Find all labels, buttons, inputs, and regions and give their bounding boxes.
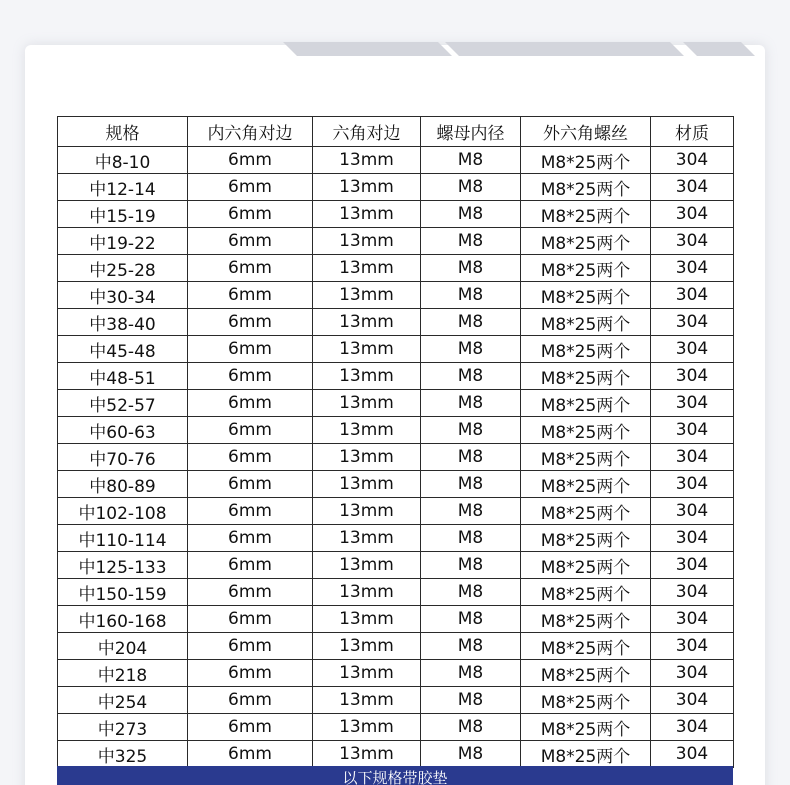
cell-spec: 中325 — [58, 741, 188, 768]
cell-hex: 13mm — [313, 606, 421, 633]
cell-spec: 中48-51 — [58, 363, 188, 390]
cell-spec: 中204 — [58, 633, 188, 660]
cell-material: 304 — [651, 147, 734, 174]
cell-inner-hex: 6mm — [188, 471, 313, 498]
cell-material: 304 — [651, 552, 734, 579]
cell-inner-hex: 6mm — [188, 201, 313, 228]
footer-banner: 以下规格带胶垫 — [57, 766, 733, 785]
cell-material: 304 — [651, 255, 734, 282]
table-row — [58, 201, 734, 228]
cell-inner-hex: 6mm — [188, 525, 313, 552]
cell-inner-hex: 6mm — [188, 309, 313, 336]
cell-material: 304 — [651, 444, 734, 471]
cell-material: 304 — [651, 498, 734, 525]
cell-hex: 13mm — [313, 174, 421, 201]
cell-material: 304 — [651, 228, 734, 255]
cell-spec: 中254 — [58, 687, 188, 714]
table-row — [58, 741, 734, 768]
table-header-row — [58, 117, 734, 147]
cell-hex: 13mm — [313, 309, 421, 336]
cell-bolt: M8*25两个 — [521, 282, 651, 309]
table-row — [58, 147, 734, 174]
cell-hex: 13mm — [313, 714, 421, 741]
table-row — [58, 417, 734, 444]
cell-spec: 中80-89 — [58, 471, 188, 498]
cell-material: 304 — [651, 417, 734, 444]
cell-hex: 13mm — [313, 741, 421, 768]
table-body — [58, 147, 734, 768]
cell-nut-diameter: M8 — [421, 687, 521, 714]
column-header-inner-hex: 内六角对边 — [188, 117, 313, 147]
cell-bolt: M8*25两个 — [521, 552, 651, 579]
cell-inner-hex: 6mm — [188, 228, 313, 255]
cell-nut-diameter: M8 — [421, 741, 521, 768]
cell-bolt: M8*25两个 — [521, 606, 651, 633]
cell-inner-hex: 6mm — [188, 255, 313, 282]
cell-inner-hex: 6mm — [188, 390, 313, 417]
cell-bolt: M8*25两个 — [521, 309, 651, 336]
cell-bolt: M8*25两个 — [521, 633, 651, 660]
cell-hex: 13mm — [313, 498, 421, 525]
cell-spec: 中8-10 — [58, 147, 188, 174]
cell-nut-diameter: M8 — [421, 633, 521, 660]
cell-hex: 13mm — [313, 471, 421, 498]
cell-hex: 13mm — [313, 147, 421, 174]
cell-spec: 中102-108 — [58, 498, 188, 525]
cell-hex: 13mm — [313, 201, 421, 228]
cell-material: 304 — [651, 363, 734, 390]
table-row — [58, 525, 734, 552]
cell-nut-diameter: M8 — [421, 498, 521, 525]
cell-spec: 中218 — [58, 660, 188, 687]
cell-material: 304 — [651, 471, 734, 498]
cell-inner-hex: 6mm — [188, 174, 313, 201]
cell-nut-diameter: M8 — [421, 255, 521, 282]
cell-material: 304 — [651, 660, 734, 687]
cell-nut-diameter: M8 — [421, 525, 521, 552]
cell-bolt: M8*25两个 — [521, 363, 651, 390]
table-row — [58, 579, 734, 606]
cell-inner-hex: 6mm — [188, 444, 313, 471]
cell-material: 304 — [651, 525, 734, 552]
cell-nut-diameter: M8 — [421, 552, 521, 579]
cell-bolt: M8*25两个 — [521, 201, 651, 228]
table-row — [58, 471, 734, 498]
cell-hex: 13mm — [313, 417, 421, 444]
cell-bolt: M8*25两个 — [521, 228, 651, 255]
cell-hex: 13mm — [313, 552, 421, 579]
column-header-nut-diameter: 螺母内径 — [421, 117, 521, 147]
cell-nut-diameter: M8 — [421, 147, 521, 174]
table-row — [58, 282, 734, 309]
table-row — [58, 660, 734, 687]
cell-nut-diameter: M8 — [421, 606, 521, 633]
cell-bolt: M8*25两个 — [521, 255, 651, 282]
cell-inner-hex: 6mm — [188, 633, 313, 660]
cell-spec: 中15-19 — [58, 201, 188, 228]
cell-inner-hex: 6mm — [188, 147, 313, 174]
cell-inner-hex: 6mm — [188, 336, 313, 363]
cell-material: 304 — [651, 201, 734, 228]
cell-hex: 13mm — [313, 363, 421, 390]
cell-bolt: M8*25两个 — [521, 390, 651, 417]
table-row — [58, 336, 734, 363]
cell-bolt: M8*25两个 — [521, 660, 651, 687]
cell-spec: 中150-159 — [58, 579, 188, 606]
cell-hex: 13mm — [313, 687, 421, 714]
cell-nut-diameter: M8 — [421, 471, 521, 498]
cell-bolt: M8*25两个 — [521, 498, 651, 525]
cell-material: 304 — [651, 579, 734, 606]
cell-bolt: M8*25两个 — [521, 417, 651, 444]
cell-inner-hex: 6mm — [188, 552, 313, 579]
cell-hex: 13mm — [313, 579, 421, 606]
cell-material: 304 — [651, 633, 734, 660]
cell-nut-diameter: M8 — [421, 174, 521, 201]
table-row — [58, 606, 734, 633]
cell-material: 304 — [651, 282, 734, 309]
cell-nut-diameter: M8 — [421, 417, 521, 444]
cell-material: 304 — [651, 741, 734, 768]
table-row — [58, 714, 734, 741]
cell-spec: 中19-22 — [58, 228, 188, 255]
cell-inner-hex: 6mm — [188, 282, 313, 309]
cell-inner-hex: 6mm — [188, 606, 313, 633]
cell-bolt: M8*25两个 — [521, 741, 651, 768]
cell-bolt: M8*25两个 — [521, 147, 651, 174]
cell-hex: 13mm — [313, 255, 421, 282]
cell-material: 304 — [651, 714, 734, 741]
cell-nut-diameter: M8 — [421, 579, 521, 606]
cell-inner-hex: 6mm — [188, 579, 313, 606]
cell-hex: 13mm — [313, 525, 421, 552]
cell-hex: 13mm — [313, 390, 421, 417]
cell-inner-hex: 6mm — [188, 363, 313, 390]
cell-inner-hex: 6mm — [188, 741, 313, 768]
column-header-spec: 规格 — [58, 117, 188, 147]
cell-hex: 13mm — [313, 336, 421, 363]
cell-material: 304 — [651, 687, 734, 714]
cell-spec: 中30-34 — [58, 282, 188, 309]
spec-table — [57, 116, 734, 768]
column-header-material: 材质 — [651, 117, 734, 147]
cell-spec: 中273 — [58, 714, 188, 741]
decor-stripe — [283, 42, 452, 56]
cell-bolt: M8*25两个 — [521, 174, 651, 201]
cell-hex: 13mm — [313, 444, 421, 471]
table-row — [58, 255, 734, 282]
cell-bolt: M8*25两个 — [521, 714, 651, 741]
cell-hex: 13mm — [313, 282, 421, 309]
cell-spec: 中25-28 — [58, 255, 188, 282]
cell-material: 304 — [651, 390, 734, 417]
cell-nut-diameter: M8 — [421, 390, 521, 417]
cell-nut-diameter: M8 — [421, 444, 521, 471]
table-row — [58, 687, 734, 714]
cell-nut-diameter: M8 — [421, 714, 521, 741]
cell-bolt: M8*25两个 — [521, 525, 651, 552]
cell-bolt: M8*25两个 — [521, 336, 651, 363]
cell-hex: 13mm — [313, 228, 421, 255]
table-row — [58, 633, 734, 660]
cell-material: 304 — [651, 174, 734, 201]
cell-material: 304 — [651, 336, 734, 363]
cell-spec: 中12-14 — [58, 174, 188, 201]
cell-nut-diameter: M8 — [421, 363, 521, 390]
cell-nut-diameter: M8 — [421, 660, 521, 687]
cell-material: 304 — [651, 606, 734, 633]
cell-spec: 中60-63 — [58, 417, 188, 444]
cell-inner-hex: 6mm — [188, 687, 313, 714]
cell-spec: 中52-57 — [58, 390, 188, 417]
cell-hex: 13mm — [313, 660, 421, 687]
table-row — [58, 552, 734, 579]
cell-nut-diameter: M8 — [421, 228, 521, 255]
table-row — [58, 174, 734, 201]
table-row — [58, 363, 734, 390]
cell-bolt: M8*25两个 — [521, 687, 651, 714]
cell-inner-hex: 6mm — [188, 714, 313, 741]
cell-spec: 中125-133 — [58, 552, 188, 579]
table-row — [58, 390, 734, 417]
table-row — [58, 498, 734, 525]
cell-nut-diameter: M8 — [421, 309, 521, 336]
cell-spec: 中45-48 — [58, 336, 188, 363]
cell-inner-hex: 6mm — [188, 660, 313, 687]
table-row — [58, 444, 734, 471]
spec-table-container — [57, 116, 733, 768]
table-row — [58, 309, 734, 336]
table-row — [58, 228, 734, 255]
cell-inner-hex: 6mm — [188, 417, 313, 444]
column-header-hex: 六角对边 — [313, 117, 421, 147]
cell-bolt: M8*25两个 — [521, 444, 651, 471]
cell-bolt: M8*25两个 — [521, 579, 651, 606]
cell-spec: 中70-76 — [58, 444, 188, 471]
decor-stripe — [445, 42, 684, 56]
cell-hex: 13mm — [313, 633, 421, 660]
cell-material: 304 — [651, 309, 734, 336]
cell-nut-diameter: M8 — [421, 336, 521, 363]
cell-bolt: M8*25两个 — [521, 471, 651, 498]
cell-inner-hex: 6mm — [188, 498, 313, 525]
cell-nut-diameter: M8 — [421, 282, 521, 309]
cell-spec: 中160-168 — [58, 606, 188, 633]
cell-spec: 中110-114 — [58, 525, 188, 552]
cell-nut-diameter: M8 — [421, 201, 521, 228]
cell-spec: 中38-40 — [58, 309, 188, 336]
column-header-bolt: 外六角螺丝 — [521, 117, 651, 147]
